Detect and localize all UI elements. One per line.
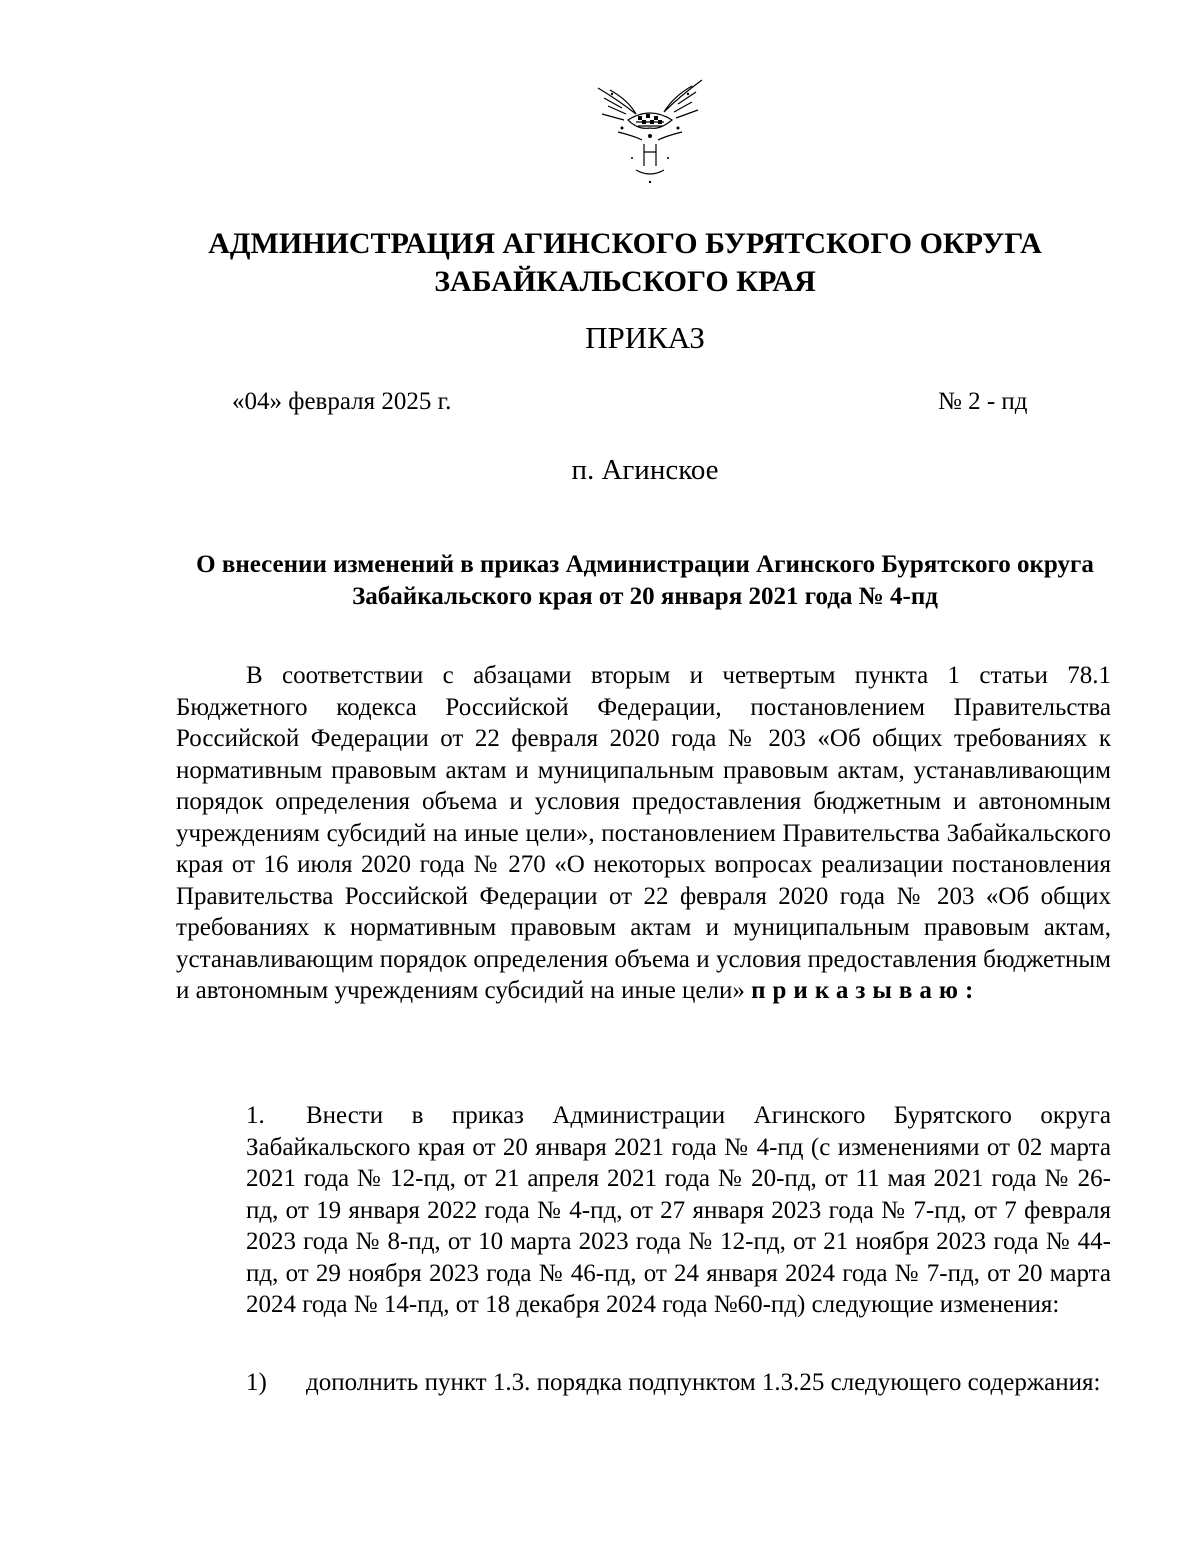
subitem-1-text: дополнить пункт 1.3. порядка подпунктом 1.3.25 следующего содержания: <box>306 1369 1101 1396</box>
organization-title: АДМИНИСТРАЦИЯ АГИНСКОГО БУРЯТСКОГО ОКРУГА ЗАБАЙКАЛЬСКОГО КРАЯ <box>208 227 1042 298</box>
decree-word: приказываю: <box>751 977 981 1004</box>
preamble-text: В соответствии с абзацами вторым и четвертым пункта 1 статьи 78.1 Бюджетного кодекса Российской Федерации, постановлением Правительства Российской Федерации от 22 февраля 2020 года № 203 «Об общих требованиях к нормативным правовым актам и муниципальным правовым актам, устанавливающим порядок определения объема и условия предоставления бюджетным и автономным учреждениям субсидий на иные цели», постановлением Правительства Забайкальского края от 16 июля 2020 года № 270 «О некоторых вопросах реализации постановления Правительства Российской Федерации от 22 февраля 2020 года № 203 «Об общих требованиях к нормативным правовым актам и муниципальным правовым актам, устанавливающим порядок определения объема и условия предоставления бюджетным и автономным учреждениям субсидий на иные цели» <box>176 662 1111 1004</box>
preamble <box>176 660 1111 1007</box>
coat-of-arms-emblem <box>588 70 712 194</box>
subitem-1-paragraph <box>176 1367 1111 1399</box>
item-1-number: 1. <box>246 1102 265 1129</box>
preamble-paragraph <box>176 660 1111 1007</box>
document-subject: О внесении изменений в приказ Администрации Агинского Бурятского округа Забайкальского края от 20 января 2021 года № 4-пд <box>196 551 1094 610</box>
subitem-1 <box>176 1367 1111 1399</box>
document-date: «04» февраля 2025 г. <box>232 388 452 415</box>
document-place: п. Агинское <box>571 454 719 486</box>
item-1-paragraph <box>176 1100 1111 1321</box>
item-1 <box>176 1100 1111 1321</box>
document-number: № 2 - пд <box>938 388 1028 415</box>
item-1-text: Внести в приказ Администрации Агинского Бурятского округа Забайкальского края от 20 января 2021 года № 4-пд (с изменениями от 02 марта 2021 года № 12-пд, от 21 апреля 2021 года № 20-пд, от 11 мая 2021 года № 26-пд, от 19 января 2022 года № 4-пд, от 27 января 2023 года № 7-пд, от 7 февраля 2023 года № 8-пд, от 10 марта 2023 года № 12-пд, от 21 ноября 2023 года № 44-пд, от 29 ноября 2023 года № 46-пд, от 24 января 2024 года № 7-пд, от 20 марта 2024 года № 14-пд, от 18 декабря 2024 года №60-пд) следующие изменения: <box>246 1102 1111 1318</box>
document-type: ПРИКАЗ <box>585 320 705 355</box>
subitem-1-number: 1) <box>246 1369 267 1396</box>
